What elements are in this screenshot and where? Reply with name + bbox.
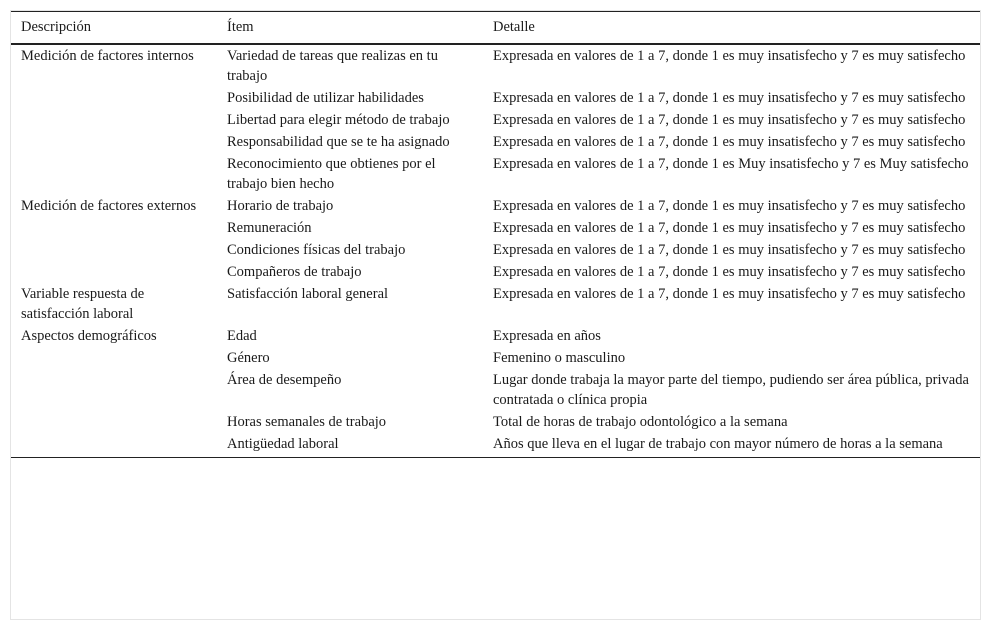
item-cell: Horas semanales de trabajo — [227, 414, 387, 430]
detail-cell: Femenino o masculino — [493, 350, 626, 366]
description-cell: Variable respuesta de satisfacción laboral — [21, 286, 145, 322]
table-row — [11, 347, 980, 369]
item-cell: Antigüedad laboral — [217, 433, 483, 458]
table-row — [11, 87, 980, 109]
table-row — [11, 433, 980, 458]
header-detail: Detalle — [483, 12, 980, 45]
item-cell: Área de desempeño — [227, 372, 342, 388]
table-row — [11, 153, 980, 195]
detail-cell: Expresada en valores de 1 a 7, donde 1 es muy insatisfecho y 7 es muy satisfecho — [493, 134, 966, 150]
header-description: Descripción — [11, 12, 217, 45]
table-row — [11, 217, 980, 239]
detail-cell: Años que lleva en el lugar de trabajo con mayor número de horas a la semana — [483, 433, 980, 458]
table-row — [11, 131, 980, 153]
description-cell — [11, 153, 217, 195]
detail-cell: Expresada en valores de 1 a 7, donde 1 es muy insatisfecho y 7 es muy satisfecho — [493, 90, 966, 106]
detail-cell: Expresada en valores de 1 a 7, donde 1 es muy insatisfecho y 7 es muy satisfecho — [493, 286, 966, 302]
item-cell: Libertad para elegir método de trabajo — [227, 112, 450, 128]
detail-cell: Expresada en valores de 1 a 7, donde 1 es muy insatisfecho y 7 es muy satisfecho — [493, 198, 966, 214]
description-cell — [11, 433, 217, 458]
item-cell: Remuneración — [227, 220, 312, 236]
item-cell: Género — [227, 350, 270, 366]
item-cell: Satisfacción laboral general — [227, 286, 389, 302]
description-cell — [11, 217, 217, 239]
detail-cell: Expresada en valores de 1 a 7, donde 1 es muy insatisfecho y 7 es muy satisfecho — [493, 220, 966, 236]
description-cell — [11, 369, 217, 411]
description-cell — [11, 239, 217, 261]
table-row — [11, 109, 980, 131]
item-cell: Posibilidad de utilizar habilidades — [227, 90, 424, 106]
description-cell — [11, 109, 217, 131]
description-cell — [11, 347, 217, 369]
table-row — [11, 325, 980, 347]
detail-cell: Expresada en valores de 1 a 7, donde 1 es muy insatisfecho y 7 es muy satisfecho — [493, 48, 966, 64]
detail-cell: Expresada en valores de 1 a 7, donde 1 es muy insatisfecho y 7 es muy satisfecho — [493, 264, 966, 280]
table-row — [11, 283, 980, 325]
table-row — [11, 195, 980, 217]
detail-cell: Expresada en valores de 1 a 7, donde 1 es muy insatisfecho y 7 es muy satisfecho — [493, 242, 966, 258]
table-row — [11, 411, 980, 433]
description-cell — [11, 411, 217, 433]
description-cell — [11, 261, 217, 283]
item-cell: Variedad de tareas que realizas en tu trabajo — [227, 48, 438, 84]
description-cell: Medición de factores externos — [21, 198, 197, 214]
table-row — [11, 44, 980, 87]
detail-cell: Total de horas de trabajo odontológico a la semana — [493, 414, 788, 430]
table-row — [11, 239, 980, 261]
detail-cell: Expresada en años — [493, 328, 601, 344]
item-cell: Compañeros de trabajo — [227, 264, 362, 280]
description-cell — [11, 131, 217, 153]
description-cell: Aspectos demográficos — [21, 328, 157, 344]
table-row — [11, 261, 980, 283]
detail-cell: Expresada en valores de 1 a 7, donde 1 es Muy insatisfecho y 7 es Muy satisfecho — [493, 156, 969, 172]
item-cell: Edad — [227, 328, 257, 344]
item-cell: Responsabilidad que se te ha asignado — [227, 134, 450, 150]
item-cell: Reconocimiento que obtienes por el trabajo bien hecho — [227, 156, 436, 192]
table-body — [11, 44, 980, 458]
detail-cell: Lugar donde trabaja la mayor parte del tiempo, pudiendo ser área pública, privada contratada o clínica propia — [493, 372, 969, 408]
header-item: Ítem — [217, 12, 483, 45]
item-cell: Condiciones físicas del trabajo — [227, 242, 406, 258]
item-cell: Horario de trabajo — [227, 198, 334, 214]
table-header — [11, 12, 980, 45]
header-row — [11, 12, 980, 45]
description-cell — [11, 87, 217, 109]
variables-table — [11, 11, 980, 458]
detail-cell: Expresada en valores de 1 a 7, donde 1 es muy insatisfecho y 7 es muy satisfecho — [493, 112, 966, 128]
description-cell: Medición de factores internos — [21, 48, 194, 64]
table-row — [11, 369, 980, 411]
